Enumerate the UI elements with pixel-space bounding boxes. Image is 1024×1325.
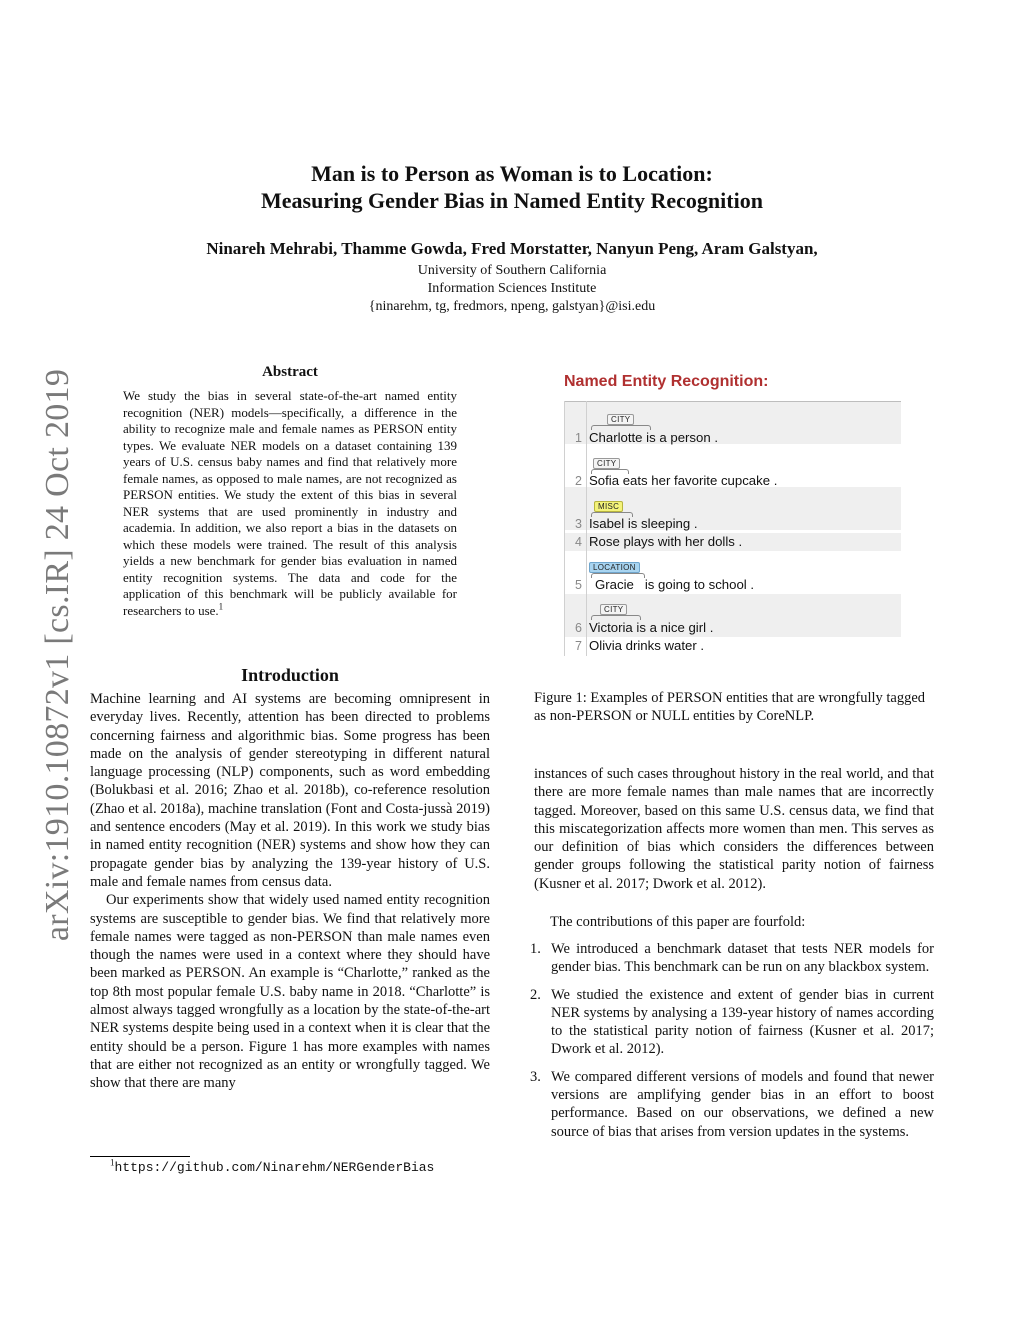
figure-sentence: Victoria is a nice girl . [589,620,714,635]
line-number: 1 [575,431,582,445]
abstract-footnote-marker: 1 [218,601,224,612]
introduction-body [90,690,490,1093]
list-item-text: We compared different versions of models and found that newer versions are amplifying gender bias in an effort to boost performance. Based on our observations, we defined a new source of bias that arises from version updates in the systems. [551,1068,934,1140]
figure-gutter-line [586,401,587,656]
entity-tag-misc: MISC [594,501,623,512]
affiliation-institute: Information Sciences Institute [427,281,597,296]
figure-caption: Figure 1: Examples of PERSON entities that are wrongfully tagged as non-PERSON or NULL entities by CoreNLP. [534,690,926,725]
right-paragraph-1: instances of such cases throughout history in the real world, and that there are more female names than male names that are incorrectly tagged. Moreover, based on this same U.S. census data, we find that this miscategorization affects more women than men. This serves as our definition of bias which considers the differences between gender groups following the statistical parity notion of fairness (Kusner et al. 2017; Dwork et al. 2012). [534,766,934,892]
title-line-1: Man is to Person as Woman is to Location: [311,161,713,186]
entity-tag-location: LOCATION [589,562,640,573]
list-item [530,986,934,1059]
abstract-text: We study the bias in several state-of-the-art named entity recognition (NER) models—specifically, a difference in the ability to recognize male and female names as PERSON entity types. We evaluate NER models on a dataset containing 139 years of U.S. census baby names and find that relatively more female names, as opposed to male names, are not recognized as PERSON entities. We study the extent of this bias in several NER systems that are used prominently in industry and academia. In addition, we also report a bias in the datasets on which these models were trained. The result of this analysis yields a new benchmark for gender bias evaluation in named entity recognition systems. The data and code for the application of this benchmark will be publicly available for researchers to use. [123,388,457,618]
arxiv-identifier: arXiv:1910.10872v1 [cs.IR] 24 Oct 2019 [39,368,76,942]
list-item [530,940,934,977]
list-item-text: We studied the existence and extent of gender bias in current NER systems by analysing a 139-year history of names according to the statistical parity notion of fairness (Kusner et al. 2017; Dwork et al. 2012). [551,986,934,1058]
line-number: 7 [575,639,582,653]
intro-paragraph-2: Our experiments show that widely used named entity recognition systems are susceptible to gender bias. We find that relatively more female names were tagged as non-PERSON than male names even though the names were used in a context where they should have been marked as PERSON. An example is “Charlotte,” ranked as the top 8th most popular female U.S. baby name in 2018. “Charlotte” is almost always tagged wrongfully as a location by the state-of-the-art NER systems despite being used in a context when it is clear that the entity should be a person. Figure 1 has more examples with names that are either not recognized as an entity or wrongfully tagged. We show that there are many [90,892,490,1092]
title-line-2: Measuring Gender Bias in Named Entity Recognition [261,188,763,213]
footnote [110,1157,435,1175]
abstract-heading: Abstract [262,364,318,380]
intro-paragraph-1: Machine learning and AI systems are becoming omnipresent in everyday lives. Recently, attention has been directed to problems concerning fairness and algorithmic bias. Some progress has been made on the analysis of gender stereotyping in different natural language processing (NLP) components, such as word embedding (Bolukbasi et al. 2016; Zhao et al. 2018b), co-reference resolution (Zhao et al. 2018a), machine translation (Font and Costa-jussà 2019) and sentence encoders (May et al. 2019). In this work we study bias in named entity recognition (NER) systems and show how they can propagate gender bias by analyzing the 139-year history of U.S. male and female names from census data. [90,691,490,890]
figure-sentence: Isabel is sleeping . [589,516,698,531]
figure-sentence: Rose plays with her dolls . [589,534,743,549]
contributions-intro-text: The contributions of this paper are fourfold: [550,914,806,930]
line-number: 5 [575,578,582,592]
introduction-heading: Introduction [241,665,339,685]
author-list: Ninareh Mehrabi, Thamme Gowda, Fred Morstatter, Nanyun Peng, Aram Galstyan, [206,239,818,258]
figure-sentence: Gracie is going to school . [595,577,755,592]
list-item-number: 2. [530,986,541,1003]
contributions-intro [534,913,934,931]
figure-top-border [564,401,901,402]
figure-sentence: Olivia drinks water . [589,638,705,653]
affiliation-university: University of Southern California [417,263,607,278]
right-column-body [534,765,934,893]
list-item-text: We introduced a benchmark dataset that tests NER models for gender bias. This benchmark can be run on any blackbox system. [551,941,934,976]
ner-figure [564,401,901,656]
line-number: 6 [575,621,582,635]
entity-tag-city: CITY [593,458,620,469]
list-item-number: 3. [530,1068,541,1085]
entity-tag-city: CITY [607,414,634,425]
author-emails: {ninarehm, tg, fredmors, npeng, galstyan}@isi.edu [368,299,656,314]
entity-tag-city: CITY [600,604,627,615]
line-number: 2 [575,474,582,488]
figure-sentence: Charlotte is a person . [589,430,719,445]
figure-title: Named Entity Recognition: [564,373,769,390]
footnote-marker: 1 [110,1157,115,1168]
abstract-body [123,388,457,619]
paper-title [0,160,1024,214]
affiliation-block [0,262,1024,316]
footnote-url[interactable]: https://github.com/Ninarehm/NERGenderBias [114,1160,435,1175]
footnote-rule [90,1156,190,1157]
figure-sentence: Sofia eats her favorite cupcake . [589,473,778,488]
line-number: 4 [575,535,582,549]
line-number: 3 [575,517,582,531]
list-item [530,1068,934,1141]
contributions-list [530,940,934,1150]
list-item-number: 1. [530,941,541,957]
